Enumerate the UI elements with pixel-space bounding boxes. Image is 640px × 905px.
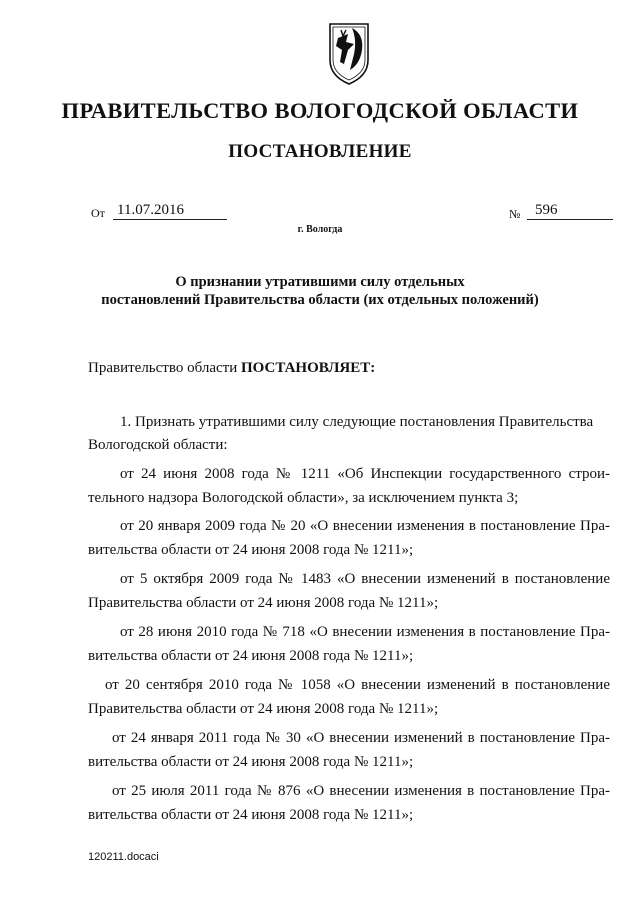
clause-line: 1. Признать утратившими силу следующие постановления Правительства — [120, 414, 594, 430]
list-item-line: вительства области от 24 июня 2008 года № 1211»; — [88, 754, 414, 770]
document-number: 596 — [527, 201, 613, 220]
list-item-line: вительства области от 24 июня 2008 года № 1211»; — [88, 542, 414, 558]
list-item-line: вительства области от 24 июня 2008 года № 1211»; — [88, 807, 414, 823]
list-item-line: от 20 января 2009 года № 20 «О внесении изменения в постановление Пра- — [120, 518, 610, 534]
document-type: ПОСТАНОВЛЕНИЕ — [228, 141, 412, 162]
list-item-line: от 25 июля 2011 года № 876 «О внесении изменения в постановление Пра- — [112, 783, 610, 799]
list-item-line: вительства области от 24 июня 2008 года № 1211»; — [88, 648, 414, 664]
preamble-decision: ПОСТАНОВЛЯЕТ: — [240, 360, 376, 376]
file-name-footer: 120211.docaci — [88, 851, 159, 863]
list-item-line: от 24 июня 2008 года № 1211 «Об Инспекции государственного строи- — [120, 466, 610, 482]
preamble-text: Правительство области — [88, 360, 241, 376]
document-date: 11.07.2016 — [113, 201, 227, 220]
list-item-line: Правительства области от 24 июня 2008 года № 1211»; — [88, 701, 439, 717]
coat-of-arms-emblem — [324, 20, 374, 90]
subject-line: постановлений Правительства области (их отдельных положений) — [101, 292, 539, 308]
document-subject — [0, 273, 640, 309]
preamble — [88, 359, 375, 377]
clause-line: Вологодской области: — [88, 437, 228, 453]
organization-title: ПРАВИТЕЛЬСТВО ВОЛОГОДСКОЙ ОБЛАСТИ — [61, 98, 579, 123]
list-item-line: тельного надзора Вологодской области», за исключением пункта 3; — [88, 490, 519, 506]
list-item-line: от 5 октября 2009 года № 1483 «О внесении изменений в постановление — [120, 571, 610, 587]
list-item-line: Правительства области от 24 июня 2008 года № 1211»; — [88, 595, 439, 611]
number-label: № — [509, 207, 521, 221]
list-item-line: от 28 июня 2010 года № 718 «О внесении изменения в постановление Пра- — [120, 624, 610, 640]
date-label: От — [91, 206, 105, 220]
list-item-line: от 20 сентября 2010 года № 1058 «О внесении изменений в постановление — [105, 677, 610, 693]
city: г. Вологда — [297, 224, 343, 235]
subject-line: О признании утратившими силу отдельных — [175, 274, 465, 290]
list-item-line: от 24 января 2011 года № 30 «О внесении изменений в постановление Пра- — [112, 730, 610, 746]
